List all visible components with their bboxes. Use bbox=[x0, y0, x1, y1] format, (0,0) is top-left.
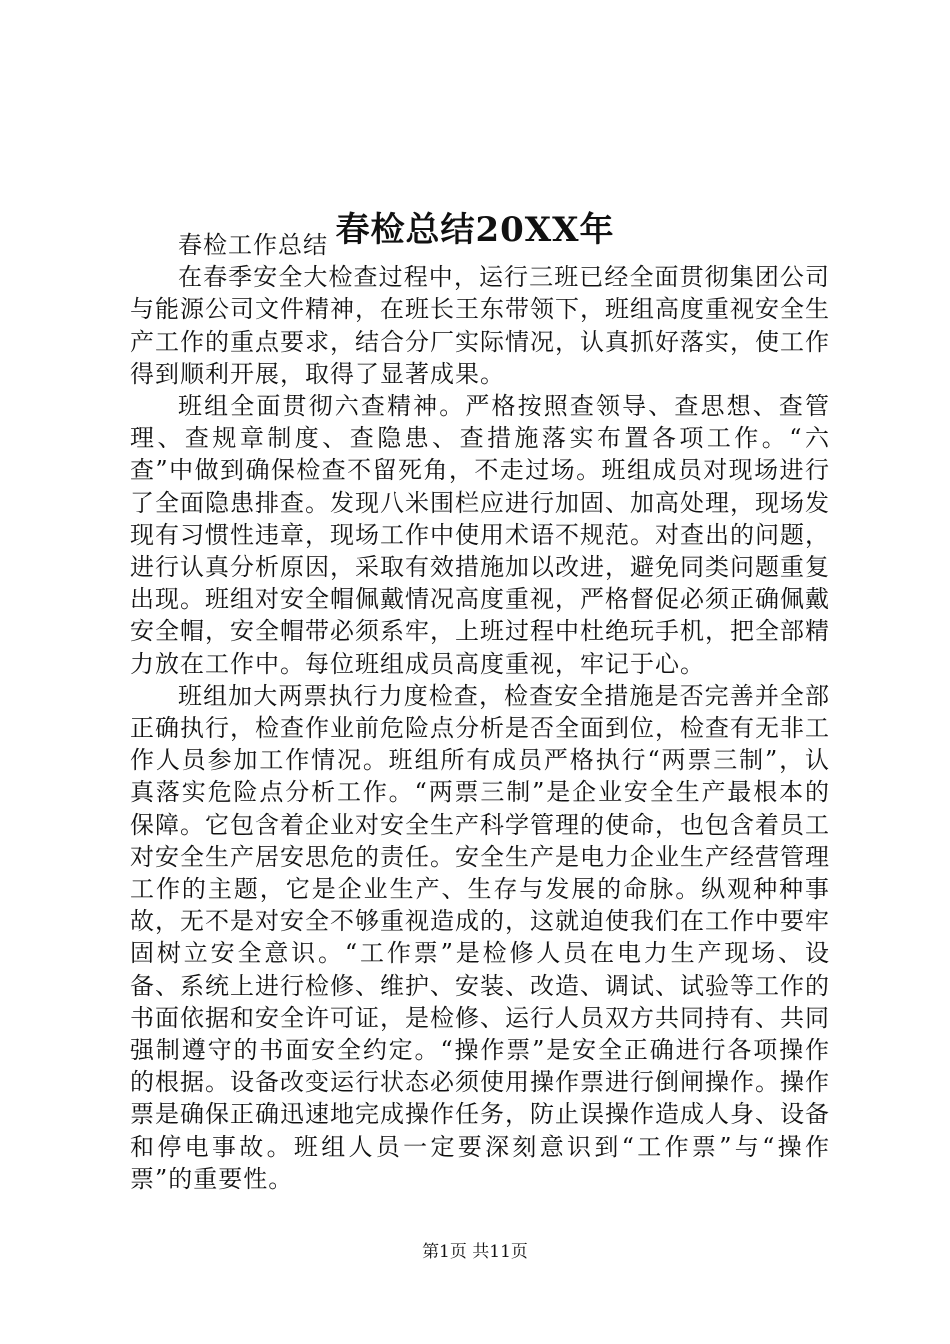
document-body bbox=[130, 229, 830, 1195]
page-footer: 第1页 共11页 bbox=[422, 1242, 528, 1262]
document-title: 春检总结20XX年 bbox=[335, 209, 615, 250]
paragraph-two-tickets: 班组加大两票执行力度检查，检查安全措施是否完善并全部正确执行，检查作业前危险点分析是否全面到位，检查有无非工作人员参加工作情况。班组所有成员严格执行“两票三制”，认真落实危险点分析工作。“两票三制”是企业安全生产最根本的保障。它包含着企业对安全生产科学管理的使命，也包含着员工对安全生产居安思危的责任。安全生产是电力企业生产经营管理工作的主题，它是企业生产、生存与发展的命脉。纵观种种事故，无不是对安全不够重视造成的，这就迫使我们在工作中要牢固树立安全意识。“工作票”是检修人员在电力生产现场、设备、系统上进行检修、维护、安装、改造、调试、试验等工作的书面依据和安全许可证，是检修、运行人员双方共同持有、共同强制遵守的书面安全约定。“操作票”是安全正确进行各项操作的根据。设备改变运行状态必须使用操作票进行倒闸操作。操作票是确保正确迅速地完成操作任务，防止误操作造成人身、设备和停电事故。班组人员一定要深刻意识到“工作票”与“操作票”的重要性。 bbox=[130, 681, 830, 1193]
paragraph-intro: 在春季安全大检查过程中，运行三班已经全面贯彻集团公司与能源公司文件精神，在班长王东带领下，班组高度重视安全生产工作的重点要求，结合分厂实际情况，认真抓好落实，使工作得到顺利开展，取得了显著成果。 bbox=[130, 263, 830, 388]
section-heading: 春检工作总结 bbox=[178, 231, 328, 259]
paragraph-six-checks: 班组全面贯彻六查精神。严格按照查领导、查思想、查管理、查规章制度、查隐患、查措施落实布置各项工作。“六查”中做到确保检查不留死角，不走过场。班组成员对现场进行了全面隐患排查。发现八米围栏应进行加固、加高处理，现场发现有习惯性违章，现场工作中使用术语不规范。对查出的问题，进行认真分析原因，采取有效措施加以改进，避免同类问题重复出现。班组对安全帽佩戴情况高度重视，严格督促必须正确佩戴安全帽，安全帽带必须系牢，上班过程中杜绝玩手机，把全部精力放在工作中。每位班组成员高度重视，牢记于心。 bbox=[130, 392, 830, 678]
